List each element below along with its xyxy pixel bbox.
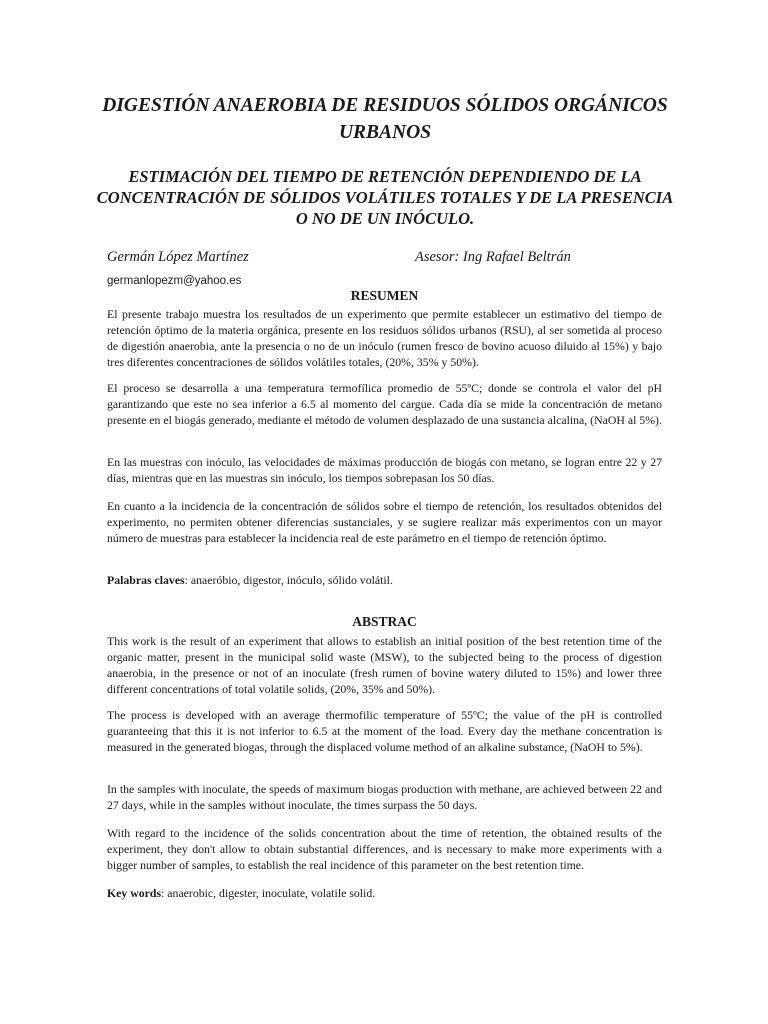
resumen-paragraph-4: En cuanto a la incidencia de la concentración de sólidos sobre el tiempo de retención, los resultados obtenidos del experimento, no permiten obtener diferencias sustanciales, y se sugiere realizar más experimentos con un mayor número de muestras para establecer la incidencia real de este parámetro en el tiempo de retención óptimo. (107, 499, 662, 545)
abstract-keywords-text: : anaerobic, digester, inoculate, volatile solid. (161, 886, 376, 900)
abstract-paragraph-3: In the samples with inoculate, the speeds of maximum biogas production with methane, are achieved between 22 and 27 days, while in the samples without inoculate, the times surpass the 50 days. (107, 782, 662, 812)
advisor-name: Asesor: Ing Rafael Beltrán (415, 249, 571, 265)
abstract-heading: ABSTRAC (352, 614, 417, 629)
abstract-paragraph-2: The process is developed with an average thermofilic temperature of 55ºC; the value of the pH is controlled guaranteeing that this it is not inferior to 6.5 at the moment of the load. Every day the methane concentration is measured in the generated biogas, through the displaced volume method of an alkaline substance, (NaOH to 5%). (107, 708, 662, 754)
abstract-keywords-label: Key words (107, 886, 162, 900)
resumen-keywords (107, 572, 662, 588)
author-name: Germán López Martínez (107, 249, 249, 265)
resumen-paragraph-2: El proceso se desarrolla a una temperatura termofílica promedio de 55ºC; donde se controla el valor del pH garantizando que este no sea inferior a 6.5 al momento del cargue. Cada día se mide la concentración de metano presente en el biogás generado, mediante el método de volumen desplazado de una sustancia alcalina, (NaOH al 5%). (107, 381, 662, 427)
resumen-heading: RESUMEN (350, 288, 419, 303)
resumen-keywords-label: Palabras claves (107, 573, 185, 587)
author-email: germanlopezm@yahoo.es (107, 275, 242, 287)
paper-subtitle: ESTIMACIÓN DEL TIEMPO DE RETENCIÓN DEPENDIENDO DE LA CONCENTRACIÓN DE SÓLIDOS VOLÁTILES TOTALES Y DE LA PRESENCIA O NO DE UN INÓCULO. (96, 167, 674, 228)
abstract-paragraph-4: With regard to the incidence of the solids concentration about the time of retention, the obtained results of the experiment, they don't allow to obtain substantial differences, and is necessary to make more experiments with a bigger number of samples, to establish the real incidence of this parameter on the best retention time. (107, 826, 662, 872)
abstract-paragraph-1: This work is the result of an experiment that allows to establish an initial position of the best retention time of the organic matter, present in the municipal solid waste (MSW), to the subjected being to the process of digestion anaerobia, in the presence or not of an inoculate (fresh rumen of bovine watery diluted to 15%) and lower three different concentrations of total volatile solids, (20%, 35% and 50%). (107, 634, 662, 696)
resumen-paragraph-1: El presente trabajo muestra los resultados de un experimento que permite establecer un estimativo del tiempo de retención óptimo de la materia orgánica, presente en los residuos sólidos urbanos (RSU), al ser sometida al proceso de digestión anaerobia, ante la presencia o no de un inóculo (rumen fresco de bovino acuoso diluido al 15%) y bajo tres diferentes concentraciones de sólidos volátiles totales, (20%, 35% y 50%). (107, 307, 662, 369)
abstract-keywords (107, 885, 662, 901)
resumen-paragraph-3: En las muestras con inóculo, las velocidades de máximas producción de biogás con metano, se logran entre 22 y 27 días, mientras que en las muestras sin inóculo, los tiempos sobrepasan los 50 días. (107, 455, 662, 485)
paper-title: DIGESTIÓN ANAEROBIA DE RESIDUOS SÓLIDOS ORGÁNICOS URBANOS (102, 95, 668, 143)
resumen-keywords-text: : anaeróbio, digestor, inóculo, sólido volátil. (184, 573, 393, 587)
